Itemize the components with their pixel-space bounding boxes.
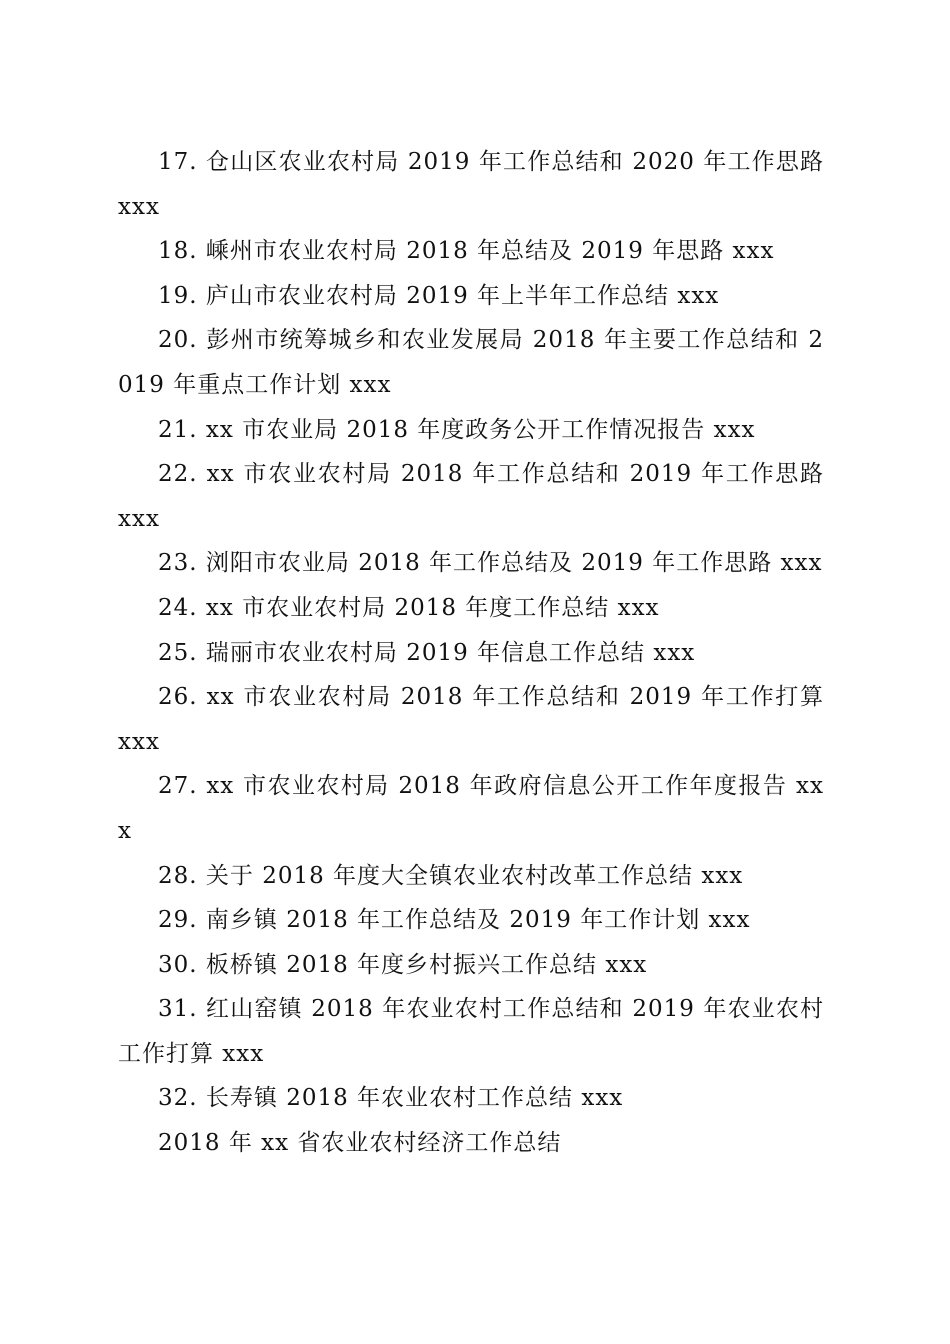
list-item: 24. xx 市农业农村局 2018 年度工作总结 xxx xyxy=(158,594,660,621)
list-item: 23. 浏阳市农业局 2018 年工作总结及 2019 年工作思路 xxx xyxy=(158,550,823,577)
list-item: 29. 南乡镇 2018 年工作总结及 2019 年工作计划 xxx xyxy=(158,907,751,934)
list-item: 21. xx 市农业局 2018 年度政务公开工作情况报告 xxx xyxy=(158,416,756,443)
list-item: 22. xx 市农业农村局 2018 年工作总结和 2019 年工作思路 xxx xyxy=(118,461,824,532)
list-item: 31. 红山窑镇 2018 年农业农村工作总结和 2019 年农业农村工作打算 xxx xyxy=(118,996,824,1067)
list-item: 32. 长寿镇 2018 年农业农村工作总结 xxx xyxy=(158,1085,624,1112)
document-body xyxy=(118,140,824,1166)
list-item: 17. 仓山区农业农村局 2019 年工作总结和 2020 年工作思路 xxx xyxy=(118,149,824,220)
list-item: 19. 庐山市农业农村局 2019 年上半年工作总结 xxx xyxy=(158,282,720,309)
list-item: 30. 板桥镇 2018 年度乡村振兴工作总结 xxx xyxy=(158,951,648,978)
list-item: 2018 年 xx 省农业农村经济工作总结 xyxy=(158,1130,562,1157)
list-item: 27. xx 市农业农村局 2018 年政府信息公开工作年度报告 xxx xyxy=(118,773,824,844)
list-item: 25. 瑞丽市农业农村局 2019 年信息工作总结 xxx xyxy=(158,639,696,666)
list-item: 20. 彭州市统筹城乡和农业发展局 2018 年主要工作总结和 2019 年重点工作计划 xxx xyxy=(118,327,824,398)
list-item: 18. 嵊州市农业农村局 2018 年总结及 2019 年思路 xxx xyxy=(158,238,775,265)
list-item: 26. xx 市农业农村局 2018 年工作总结和 2019 年工作打算 xxx xyxy=(118,684,824,755)
list-item: 28. 关于 2018 年度大全镇农业农村改革工作总结 xxx xyxy=(158,862,744,889)
